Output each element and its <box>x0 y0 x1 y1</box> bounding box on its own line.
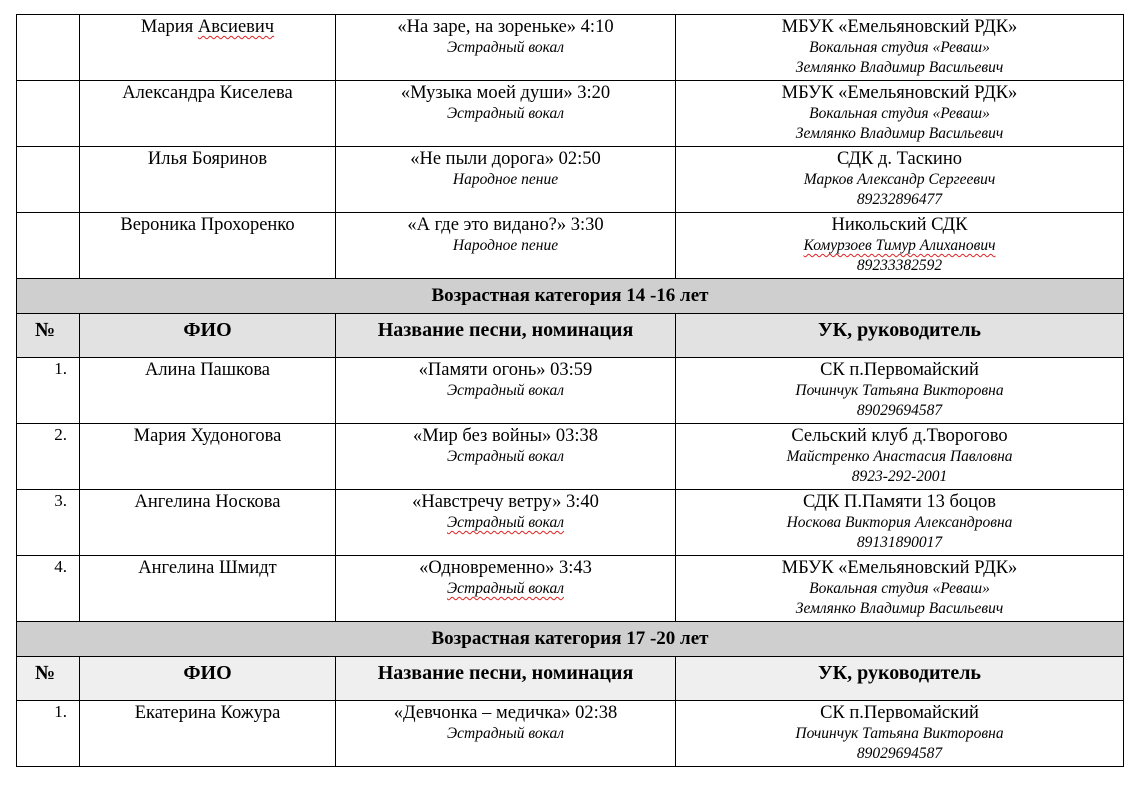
header-song: Название песни, номинация <box>336 314 676 358</box>
header-number: № <box>17 314 80 358</box>
leader: Землянко Владимир Васильевич <box>795 125 1004 142</box>
organization: СК п.Первомайский <box>820 360 979 380</box>
organization: Никольский СДК <box>831 215 968 235</box>
table-row <box>17 556 1124 622</box>
leader: 89029694587 <box>856 402 943 419</box>
organization-detail: Носкова Виктория Александровна <box>786 514 1013 531</box>
row-number <box>17 213 80 279</box>
table-row <box>17 147 1124 213</box>
participant-name: Илья Бояринов <box>147 149 268 169</box>
table-row <box>17 358 1124 424</box>
table-row <box>17 701 1124 767</box>
participant-name: Екатерина Кожура <box>134 703 281 723</box>
participant-name: Мария Худоногова <box>133 426 282 446</box>
participant-name: Мария Авсиевич <box>140 17 275 37</box>
song-title: «Музыка моей души» 3:20 <box>400 83 611 103</box>
header-organization: УК, руководитель <box>676 657 1124 701</box>
table-row <box>17 213 1124 279</box>
nomination: Эстрадный вокал <box>446 725 565 742</box>
row-number: 2. <box>17 424 80 490</box>
organization: МБУК «Емельяновский РДК» <box>781 17 1018 37</box>
organization-detail: Починчук Татьяна Викторовна <box>795 725 1004 742</box>
header-organization: УК, руководитель <box>676 314 1124 358</box>
song-title: «Не пыли дорога» 02:50 <box>410 149 601 169</box>
nomination: Эстрадный вокал <box>446 514 565 531</box>
row-number: 1. <box>17 701 80 767</box>
leader: Землянко Владимир Васильевич <box>795 59 1004 76</box>
header-number: № <box>17 657 80 701</box>
song-title: «А где это видано?» 3:30 <box>407 215 604 235</box>
header-name: ФИО <box>80 657 336 701</box>
nomination: Эстрадный вокал <box>446 105 565 122</box>
header-name: ФИО <box>80 314 336 358</box>
leader: 89233382592 <box>856 257 943 274</box>
organization-detail: Марков Александр Сергеевич <box>803 171 996 188</box>
header-song: Название песни, номинация <box>336 657 676 701</box>
participant-name: Вероника Прохоренко <box>120 215 295 235</box>
song-title: «Памяти огонь» 03:59 <box>418 360 593 380</box>
song-title: «Одновременно» 3:43 <box>419 558 592 578</box>
song-title: «На заре, на зореньке» 4:10 <box>397 17 614 37</box>
table-row <box>17 490 1124 556</box>
organization: МБУК «Емельяновский РДК» <box>781 558 1018 578</box>
organization: СК п.Первомайский <box>820 703 979 723</box>
song-title: «Навстречу ветру» 3:40 <box>412 492 599 512</box>
header-row <box>17 314 1124 358</box>
organization-detail: Комурзоев Тимур Алиханович <box>803 237 996 254</box>
table-row <box>17 81 1124 147</box>
nomination: Эстрадный вокал <box>446 382 565 399</box>
song-title: «Мир без войны» 03:38 <box>412 426 599 446</box>
organization: СДК П.Памяти 13 боцов <box>802 492 997 512</box>
participant-name: Ангелина Шмидт <box>138 558 277 578</box>
nomination: Эстрадный вокал <box>446 39 565 56</box>
row-number: 4. <box>17 556 80 622</box>
row-number: 1. <box>17 358 80 424</box>
organization-detail: Вокальная студия «Реваш» <box>809 39 990 56</box>
nomination: Народное пение <box>452 237 559 254</box>
participants-table <box>16 14 1124 767</box>
organization-detail: Вокальная студия «Реваш» <box>809 580 990 597</box>
participant-name: Ангелина Носкова <box>134 492 281 512</box>
song-title: «Девчонка – медичка» 02:38 <box>393 703 618 723</box>
category-row <box>17 279 1124 314</box>
row-number: 3. <box>17 490 80 556</box>
row-number <box>17 15 80 81</box>
category-title: Возрастная категория 17 -20 лет <box>17 622 1124 657</box>
table-row <box>17 424 1124 490</box>
row-number <box>17 147 80 213</box>
leader: 89131890017 <box>856 534 943 551</box>
nomination: Эстрадный вокал <box>446 448 565 465</box>
organization-detail: Вокальная студия «Реваш» <box>809 105 990 122</box>
organization: Сельский клуб д.Творогово <box>791 426 1008 446</box>
table-row <box>17 15 1124 81</box>
leader: 89029694587 <box>856 745 943 762</box>
category-row <box>17 622 1124 657</box>
nomination: Эстрадный вокал <box>446 580 565 597</box>
organization: СДК д. Таскино <box>837 149 962 169</box>
header-row <box>17 657 1124 701</box>
leader: 89232896477 <box>856 191 943 208</box>
nomination: Народное пение <box>452 171 559 188</box>
leader: Землянко Владимир Васильевич <box>795 600 1004 617</box>
organization: МБУК «Емельяновский РДК» <box>781 83 1018 103</box>
participant-name: Алина Пашкова <box>144 360 271 380</box>
organization-detail: Починчук Татьяна Викторовна <box>795 382 1004 399</box>
organization-detail: Майстренко Анастасия Павловна <box>786 448 1013 465</box>
participant-name: Александра Киселева <box>122 83 293 103</box>
row-number <box>17 81 80 147</box>
leader: 8923-292-2001 <box>851 468 948 485</box>
category-title: Возрастная категория 14 -16 лет <box>17 279 1124 314</box>
